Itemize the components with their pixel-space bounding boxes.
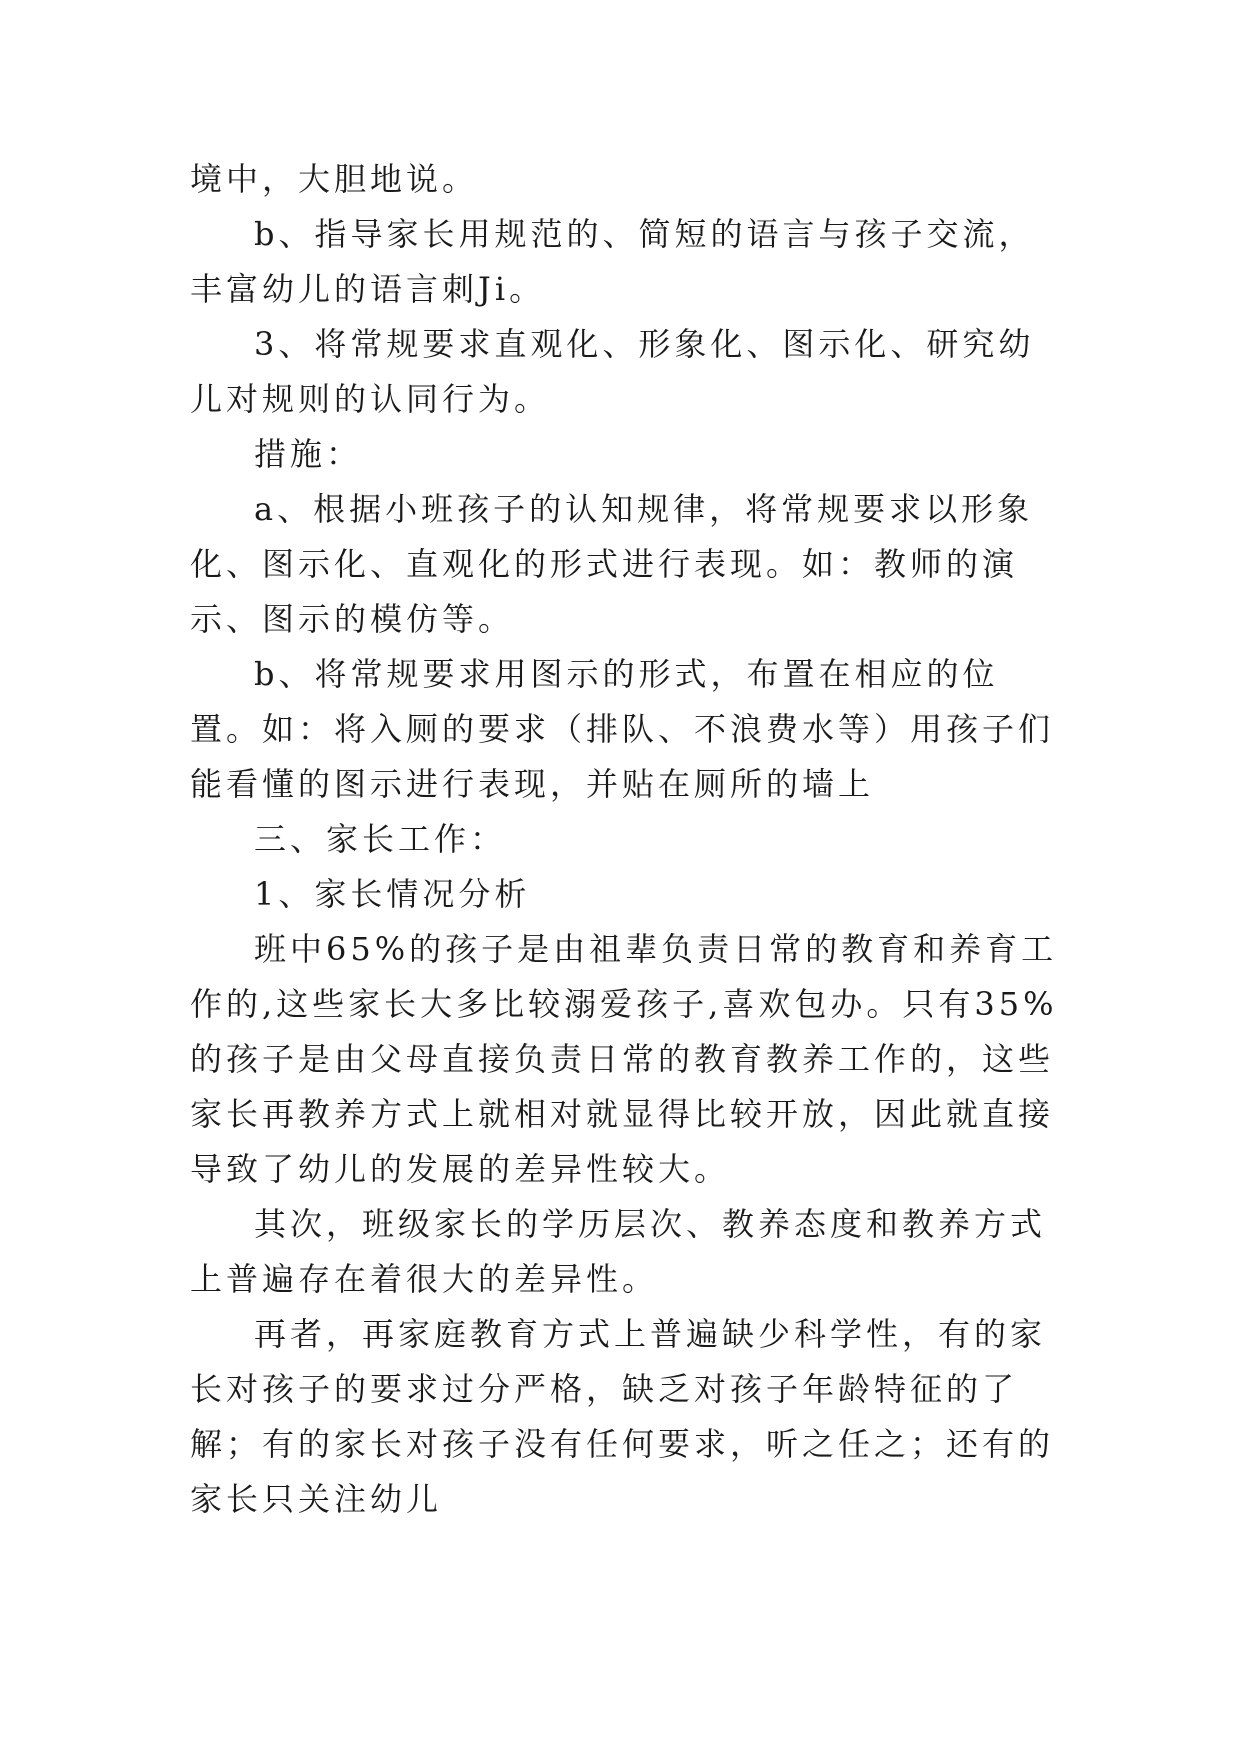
subsection-heading-parent-analysis: 1、家长情况分析 xyxy=(254,875,531,913)
paragraph-measure-a: a、根据小班孩子的认知规律，将常规要求以形象化、图示化、直观化的形式进行表现。如：教师的演示、图示的模仿等。 xyxy=(190,490,1034,638)
paragraph-language-guidance: b、指导家长用规范的、简短的语言与孩子交流，丰富幼儿的语言刺Ji。 xyxy=(190,215,1035,308)
paragraph-parent-statistics: 班中65%的孩子是由祖辈负责日常的教育和养育工作的,这些家长大多比较溺爱孩子,喜欢包办。只有35%的孩子是由父母直接负责日常的教育教养工作的，这些家长再教养方式上就相对就显得比较开放，因此就直接导致了幼儿的发展的差异性较大。 xyxy=(190,930,1058,1188)
section-heading-parent-work: 三、家长工作： xyxy=(254,820,507,858)
paragraph-visual-rules: 3、将常规要求直观化、形象化、图示化、研究幼儿对规则的认同行为。 xyxy=(190,325,1035,418)
paragraph-continuation: 境中，大胆地说。 xyxy=(190,160,479,198)
paragraph-measure-b: b、将常规要求用图示的形式，布置在相应的位置。如：将入厕的要求（排队、不浪费水等）用孩子们能看懂的图示进行表现，并贴在厕所的墙上 xyxy=(190,655,1055,803)
document-body xyxy=(190,152,1060,1527)
paragraph-parent-education-level: 其次，班级家长的学历层次、教养态度和教养方式上普遍存在着很大的差异性。 xyxy=(190,1205,1047,1298)
paragraph-measures-heading: 措施： xyxy=(254,435,363,473)
paragraph-family-education: 再者，再家庭教育方式上普遍缺少科学性，有的家长对孩子的要求过分严格，缺乏对孩子年龄特征的了解；有的家长对孩子没有任何要求，听之任之；还有的家长只关注幼儿 xyxy=(190,1315,1055,1518)
